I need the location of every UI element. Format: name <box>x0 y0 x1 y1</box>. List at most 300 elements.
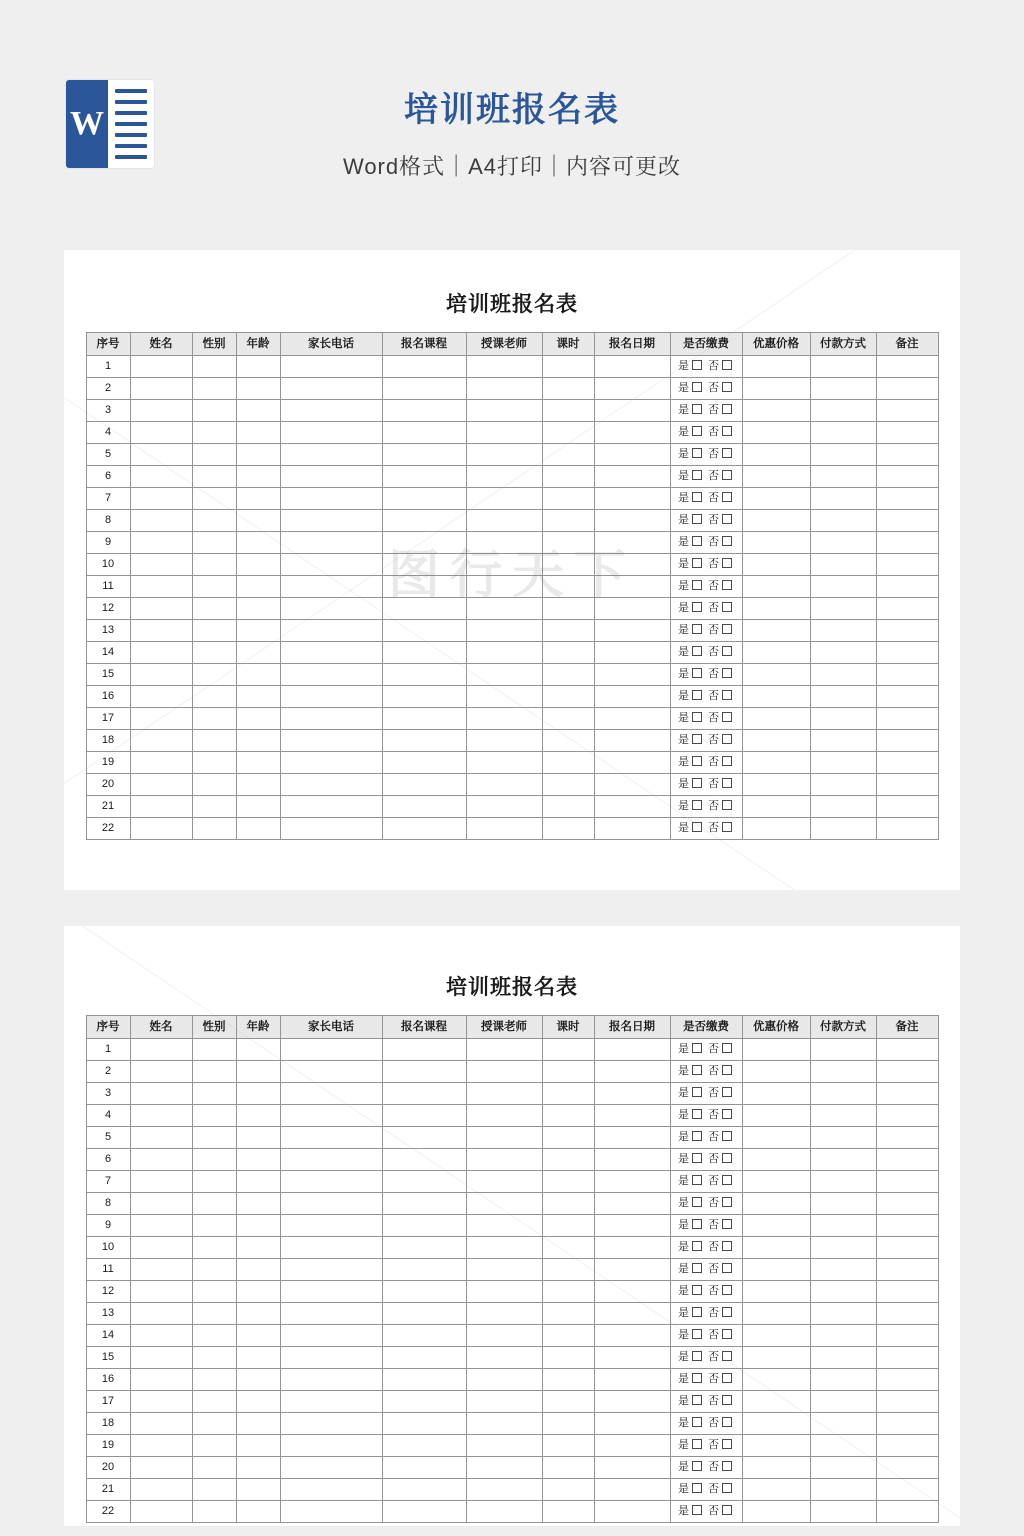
table-cell[interactable] <box>280 466 382 488</box>
table-cell[interactable] <box>130 774 192 796</box>
table-cell[interactable] <box>466 356 542 378</box>
payment-no-checkbox[interactable] <box>722 1109 732 1119</box>
table-cell[interactable] <box>542 422 594 444</box>
table-cell[interactable] <box>742 730 810 752</box>
table-cell[interactable] <box>130 1457 192 1479</box>
table-cell[interactable] <box>466 378 542 400</box>
table-cell[interactable] <box>236 1039 280 1061</box>
table-cell[interactable] <box>594 730 670 752</box>
payment-yes-checkbox[interactable] <box>692 1439 702 1449</box>
table-cell[interactable] <box>382 510 466 532</box>
payment-no-checkbox[interactable] <box>722 1483 732 1493</box>
table-cell[interactable] <box>192 1347 236 1369</box>
table-cell[interactable] <box>876 400 938 422</box>
table-cell[interactable] <box>742 664 810 686</box>
table-cell[interactable] <box>742 774 810 796</box>
table-cell[interactable] <box>382 1215 466 1237</box>
table-cell[interactable] <box>192 1457 236 1479</box>
table-cell[interactable] <box>382 466 466 488</box>
table-cell[interactable] <box>742 1105 810 1127</box>
table-cell[interactable] <box>236 1259 280 1281</box>
table-cell[interactable] <box>594 1039 670 1061</box>
payment-yes-checkbox[interactable] <box>692 712 702 722</box>
table-cell[interactable] <box>236 466 280 488</box>
table-cell[interactable] <box>192 1039 236 1061</box>
table-cell[interactable] <box>382 1391 466 1413</box>
table-cell[interactable] <box>382 708 466 730</box>
table-cell[interactable] <box>280 642 382 664</box>
table-cell[interactable] <box>236 1281 280 1303</box>
table-cell[interactable] <box>594 1325 670 1347</box>
table-cell[interactable] <box>466 576 542 598</box>
payment-checkbox-cell[interactable] <box>670 1303 742 1325</box>
table-cell[interactable] <box>542 356 594 378</box>
table-cell[interactable] <box>280 356 382 378</box>
table-cell[interactable] <box>876 1347 938 1369</box>
table-cell[interactable] <box>382 378 466 400</box>
table-cell[interactable] <box>742 1281 810 1303</box>
table-cell[interactable] <box>542 1501 594 1523</box>
payment-checkbox-cell[interactable] <box>670 1215 742 1237</box>
table-cell[interactable] <box>594 400 670 422</box>
table-cell[interactable] <box>466 1149 542 1171</box>
table-cell[interactable] <box>130 1039 192 1061</box>
table-cell[interactable] <box>466 1413 542 1435</box>
payment-no-checkbox[interactable] <box>722 514 732 524</box>
table-cell[interactable] <box>280 1061 382 1083</box>
table-cell[interactable] <box>810 1061 876 1083</box>
table-cell[interactable] <box>594 664 670 686</box>
table-cell[interactable] <box>130 356 192 378</box>
table-cell[interactable] <box>130 1391 192 1413</box>
table-cell[interactable] <box>280 1479 382 1501</box>
table-cell[interactable] <box>876 1303 938 1325</box>
table-cell[interactable] <box>192 774 236 796</box>
table-cell[interactable] <box>130 378 192 400</box>
table-cell[interactable] <box>542 1171 594 1193</box>
table-cell[interactable] <box>810 774 876 796</box>
table-cell[interactable] <box>382 488 466 510</box>
table-cell[interactable] <box>466 1083 542 1105</box>
table-cell[interactable] <box>876 1391 938 1413</box>
table-cell[interactable] <box>466 664 542 686</box>
table-cell[interactable] <box>192 1501 236 1523</box>
table-cell[interactable] <box>542 752 594 774</box>
table-cell[interactable] <box>280 532 382 554</box>
payment-yes-checkbox[interactable] <box>692 470 702 480</box>
table-cell[interactable] <box>130 642 192 664</box>
table-cell[interactable] <box>542 1127 594 1149</box>
table-cell[interactable] <box>280 774 382 796</box>
payment-checkbox-cell[interactable] <box>670 356 742 378</box>
table-cell[interactable] <box>542 686 594 708</box>
table-cell[interactable] <box>542 818 594 840</box>
table-cell[interactable] <box>594 554 670 576</box>
table-cell[interactable] <box>382 1039 466 1061</box>
table-cell[interactable] <box>130 664 192 686</box>
table-cell[interactable] <box>810 1215 876 1237</box>
table-cell[interactable] <box>382 1171 466 1193</box>
table-cell[interactable] <box>594 532 670 554</box>
payment-no-checkbox[interactable] <box>722 492 732 502</box>
table-cell[interactable] <box>876 818 938 840</box>
table-cell[interactable] <box>876 642 938 664</box>
table-cell[interactable] <box>742 378 810 400</box>
table-cell[interactable] <box>236 1457 280 1479</box>
payment-checkbox-cell[interactable] <box>670 796 742 818</box>
table-cell[interactable] <box>382 1347 466 1369</box>
table-cell[interactable] <box>236 510 280 532</box>
payment-no-checkbox[interactable] <box>722 756 732 766</box>
payment-yes-checkbox[interactable] <box>692 558 702 568</box>
table-cell[interactable] <box>594 356 670 378</box>
payment-yes-checkbox[interactable] <box>692 1175 702 1185</box>
payment-no-checkbox[interactable] <box>722 1087 732 1097</box>
table-cell[interactable] <box>594 1259 670 1281</box>
table-cell[interactable] <box>192 1127 236 1149</box>
table-cell[interactable] <box>466 466 542 488</box>
table-cell[interactable] <box>466 400 542 422</box>
table-cell[interactable] <box>130 466 192 488</box>
table-cell[interactable] <box>192 466 236 488</box>
table-cell[interactable] <box>876 1413 938 1435</box>
table-cell[interactable] <box>466 1215 542 1237</box>
table-cell[interactable] <box>742 510 810 532</box>
payment-checkbox-cell[interactable] <box>670 1479 742 1501</box>
table-cell[interactable] <box>542 620 594 642</box>
table-cell[interactable] <box>192 598 236 620</box>
table-cell[interactable] <box>236 1215 280 1237</box>
table-cell[interactable] <box>594 1171 670 1193</box>
payment-checkbox-cell[interactable] <box>670 532 742 554</box>
table-cell[interactable] <box>742 686 810 708</box>
table-cell[interactable] <box>810 1369 876 1391</box>
table-cell[interactable] <box>236 774 280 796</box>
table-cell[interactable] <box>542 642 594 664</box>
table-cell[interactable] <box>466 686 542 708</box>
table-cell[interactable] <box>466 1369 542 1391</box>
table-cell[interactable] <box>594 1083 670 1105</box>
table-cell[interactable] <box>542 466 594 488</box>
table-cell[interactable] <box>466 488 542 510</box>
table-cell[interactable] <box>594 422 670 444</box>
table-cell[interactable] <box>810 1281 876 1303</box>
table-cell[interactable] <box>466 598 542 620</box>
table-cell[interactable] <box>280 1149 382 1171</box>
table-cell[interactable] <box>466 554 542 576</box>
table-cell[interactable] <box>280 1083 382 1105</box>
table-cell[interactable] <box>382 730 466 752</box>
table-cell[interactable] <box>542 444 594 466</box>
payment-checkbox-cell[interactable] <box>670 1435 742 1457</box>
payment-checkbox-cell[interactable] <box>670 422 742 444</box>
payment-no-checkbox[interactable] <box>722 1263 732 1273</box>
table-cell[interactable] <box>236 1501 280 1523</box>
table-cell[interactable] <box>192 1149 236 1171</box>
table-cell[interactable] <box>192 1171 236 1193</box>
payment-yes-checkbox[interactable] <box>692 1153 702 1163</box>
payment-no-checkbox[interactable] <box>722 624 732 634</box>
table-cell[interactable] <box>236 1105 280 1127</box>
table-cell[interactable] <box>542 1391 594 1413</box>
table-cell[interactable] <box>236 1435 280 1457</box>
table-cell[interactable] <box>810 488 876 510</box>
table-cell[interactable] <box>594 1193 670 1215</box>
table-cell[interactable] <box>876 1083 938 1105</box>
table-cell[interactable] <box>382 1501 466 1523</box>
table-cell[interactable] <box>742 1369 810 1391</box>
table-cell[interactable] <box>594 378 670 400</box>
table-cell[interactable] <box>810 1303 876 1325</box>
table-cell[interactable] <box>280 796 382 818</box>
table-cell[interactable] <box>742 422 810 444</box>
payment-no-checkbox[interactable] <box>722 800 732 810</box>
table-cell[interactable] <box>382 1083 466 1105</box>
payment-yes-checkbox[interactable] <box>692 426 702 436</box>
table-cell[interactable] <box>876 796 938 818</box>
table-cell[interactable] <box>130 1347 192 1369</box>
table-cell[interactable] <box>810 1435 876 1457</box>
payment-no-checkbox[interactable] <box>722 382 732 392</box>
table-cell[interactable] <box>236 1083 280 1105</box>
table-cell[interactable] <box>236 1303 280 1325</box>
table-cell[interactable] <box>810 400 876 422</box>
table-cell[interactable] <box>280 686 382 708</box>
table-cell[interactable] <box>280 1369 382 1391</box>
table-cell[interactable] <box>810 378 876 400</box>
table-cell[interactable] <box>742 1127 810 1149</box>
payment-checkbox-cell[interactable] <box>670 1127 742 1149</box>
table-cell[interactable] <box>876 686 938 708</box>
table-cell[interactable] <box>594 598 670 620</box>
table-cell[interactable] <box>236 422 280 444</box>
table-cell[interactable] <box>742 576 810 598</box>
table-cell[interactable] <box>742 1193 810 1215</box>
payment-checkbox-cell[interactable] <box>670 1149 742 1171</box>
table-cell[interactable] <box>742 1237 810 1259</box>
table-cell[interactable] <box>742 532 810 554</box>
table-cell[interactable] <box>810 1149 876 1171</box>
table-cell[interactable] <box>130 1193 192 1215</box>
table-cell[interactable] <box>876 576 938 598</box>
table-cell[interactable] <box>466 1457 542 1479</box>
table-cell[interactable] <box>280 664 382 686</box>
payment-yes-checkbox[interactable] <box>692 1307 702 1317</box>
table-cell[interactable] <box>876 1149 938 1171</box>
table-cell[interactable] <box>542 532 594 554</box>
table-cell[interactable] <box>466 730 542 752</box>
table-cell[interactable] <box>130 796 192 818</box>
table-cell[interactable] <box>876 708 938 730</box>
payment-checkbox-cell[interactable] <box>670 1171 742 1193</box>
table-cell[interactable] <box>876 1171 938 1193</box>
payment-yes-checkbox[interactable] <box>692 1483 702 1493</box>
payment-yes-checkbox[interactable] <box>692 1219 702 1229</box>
table-cell[interactable] <box>542 1083 594 1105</box>
table-cell[interactable] <box>876 1325 938 1347</box>
table-cell[interactable] <box>542 400 594 422</box>
table-cell[interactable] <box>192 1435 236 1457</box>
payment-checkbox-cell[interactable] <box>670 686 742 708</box>
table-cell[interactable] <box>382 532 466 554</box>
payment-no-checkbox[interactable] <box>722 778 732 788</box>
table-cell[interactable] <box>382 774 466 796</box>
table-cell[interactable] <box>542 664 594 686</box>
table-cell[interactable] <box>130 620 192 642</box>
table-cell[interactable] <box>382 1259 466 1281</box>
table-cell[interactable] <box>742 796 810 818</box>
table-cell[interactable] <box>594 1105 670 1127</box>
table-cell[interactable] <box>280 554 382 576</box>
table-cell[interactable] <box>280 1303 382 1325</box>
table-cell[interactable] <box>876 532 938 554</box>
payment-yes-checkbox[interactable] <box>692 1417 702 1427</box>
table-cell[interactable] <box>742 356 810 378</box>
table-cell[interactable] <box>542 796 594 818</box>
table-cell[interactable] <box>466 620 542 642</box>
table-cell[interactable] <box>466 752 542 774</box>
payment-no-checkbox[interactable] <box>722 404 732 414</box>
table-cell[interactable] <box>876 752 938 774</box>
payment-yes-checkbox[interactable] <box>692 1373 702 1383</box>
table-cell[interactable] <box>876 620 938 642</box>
table-cell[interactable] <box>382 1369 466 1391</box>
table-cell[interactable] <box>742 598 810 620</box>
table-cell[interactable] <box>810 686 876 708</box>
table-cell[interactable] <box>542 378 594 400</box>
table-cell[interactable] <box>382 1281 466 1303</box>
table-cell[interactable] <box>466 1479 542 1501</box>
table-cell[interactable] <box>236 620 280 642</box>
payment-checkbox-cell[interactable] <box>670 1501 742 1523</box>
table-cell[interactable] <box>876 1457 938 1479</box>
table-cell[interactable] <box>236 576 280 598</box>
table-cell[interactable] <box>192 1303 236 1325</box>
payment-no-checkbox[interactable] <box>722 1329 732 1339</box>
payment-yes-checkbox[interactable] <box>692 404 702 414</box>
table-cell[interactable] <box>192 1369 236 1391</box>
table-cell[interactable] <box>130 1105 192 1127</box>
table-cell[interactable] <box>810 796 876 818</box>
table-cell[interactable] <box>192 1325 236 1347</box>
table-cell[interactable] <box>810 1193 876 1215</box>
table-cell[interactable] <box>876 1215 938 1237</box>
table-cell[interactable] <box>876 466 938 488</box>
payment-yes-checkbox[interactable] <box>692 800 702 810</box>
payment-no-checkbox[interactable] <box>722 580 732 590</box>
table-cell[interactable] <box>742 1061 810 1083</box>
table-cell[interactable] <box>742 1149 810 1171</box>
table-cell[interactable] <box>280 1039 382 1061</box>
table-cell[interactable] <box>542 708 594 730</box>
table-cell[interactable] <box>810 1413 876 1435</box>
table-cell[interactable] <box>810 576 876 598</box>
table-cell[interactable] <box>542 1457 594 1479</box>
table-cell[interactable] <box>280 1215 382 1237</box>
table-cell[interactable] <box>382 598 466 620</box>
table-cell[interactable] <box>594 510 670 532</box>
table-cell[interactable] <box>280 378 382 400</box>
table-cell[interactable] <box>466 1325 542 1347</box>
payment-no-checkbox[interactable] <box>722 558 732 568</box>
table-cell[interactable] <box>382 1149 466 1171</box>
table-cell[interactable] <box>280 1259 382 1281</box>
table-cell[interactable] <box>594 642 670 664</box>
table-cell[interactable] <box>382 1105 466 1127</box>
table-cell[interactable] <box>382 1457 466 1479</box>
table-cell[interactable] <box>192 1391 236 1413</box>
table-cell[interactable] <box>542 1281 594 1303</box>
table-cell[interactable] <box>876 1501 938 1523</box>
table-cell[interactable] <box>876 422 938 444</box>
table-cell[interactable] <box>594 576 670 598</box>
table-cell[interactable] <box>594 1215 670 1237</box>
table-cell[interactable] <box>192 1237 236 1259</box>
payment-no-checkbox[interactable] <box>722 1153 732 1163</box>
table-cell[interactable] <box>594 1149 670 1171</box>
table-cell[interactable] <box>810 1171 876 1193</box>
table-cell[interactable] <box>810 1347 876 1369</box>
payment-yes-checkbox[interactable] <box>692 646 702 656</box>
table-cell[interactable] <box>594 818 670 840</box>
table-cell[interactable] <box>810 664 876 686</box>
payment-yes-checkbox[interactable] <box>692 360 702 370</box>
table-cell[interactable] <box>280 1501 382 1523</box>
table-cell[interactable] <box>742 620 810 642</box>
payment-checkbox-cell[interactable] <box>670 554 742 576</box>
table-cell[interactable] <box>742 1171 810 1193</box>
table-cell[interactable] <box>192 554 236 576</box>
table-cell[interactable] <box>810 730 876 752</box>
table-cell[interactable] <box>542 1237 594 1259</box>
table-cell[interactable] <box>236 400 280 422</box>
payment-yes-checkbox[interactable] <box>692 1395 702 1405</box>
table-cell[interactable] <box>280 1237 382 1259</box>
table-cell[interactable] <box>280 1105 382 1127</box>
table-cell[interactable] <box>192 532 236 554</box>
table-cell[interactable] <box>382 576 466 598</box>
payment-no-checkbox[interactable] <box>722 712 732 722</box>
table-cell[interactable] <box>192 422 236 444</box>
table-cell[interactable] <box>236 532 280 554</box>
table-cell[interactable] <box>382 642 466 664</box>
table-cell[interactable] <box>542 1215 594 1237</box>
table-cell[interactable] <box>876 356 938 378</box>
table-cell[interactable] <box>810 1083 876 1105</box>
table-cell[interactable] <box>130 1237 192 1259</box>
table-cell[interactable] <box>810 444 876 466</box>
table-cell[interactable] <box>130 554 192 576</box>
table-cell[interactable] <box>542 576 594 598</box>
payment-yes-checkbox[interactable] <box>692 822 702 832</box>
table-cell[interactable] <box>876 1259 938 1281</box>
payment-checkbox-cell[interactable] <box>670 774 742 796</box>
table-cell[interactable] <box>192 620 236 642</box>
table-cell[interactable] <box>810 1127 876 1149</box>
payment-yes-checkbox[interactable] <box>692 1285 702 1295</box>
table-cell[interactable] <box>876 598 938 620</box>
table-cell[interactable] <box>876 444 938 466</box>
payment-checkbox-cell[interactable] <box>670 444 742 466</box>
payment-checkbox-cell[interactable] <box>670 642 742 664</box>
payment-checkbox-cell[interactable] <box>670 378 742 400</box>
table-cell[interactable] <box>466 1127 542 1149</box>
table-cell[interactable] <box>130 1413 192 1435</box>
payment-no-checkbox[interactable] <box>722 1285 732 1295</box>
table-cell[interactable] <box>810 1039 876 1061</box>
table-cell[interactable] <box>192 1105 236 1127</box>
payment-yes-checkbox[interactable] <box>692 1043 702 1053</box>
